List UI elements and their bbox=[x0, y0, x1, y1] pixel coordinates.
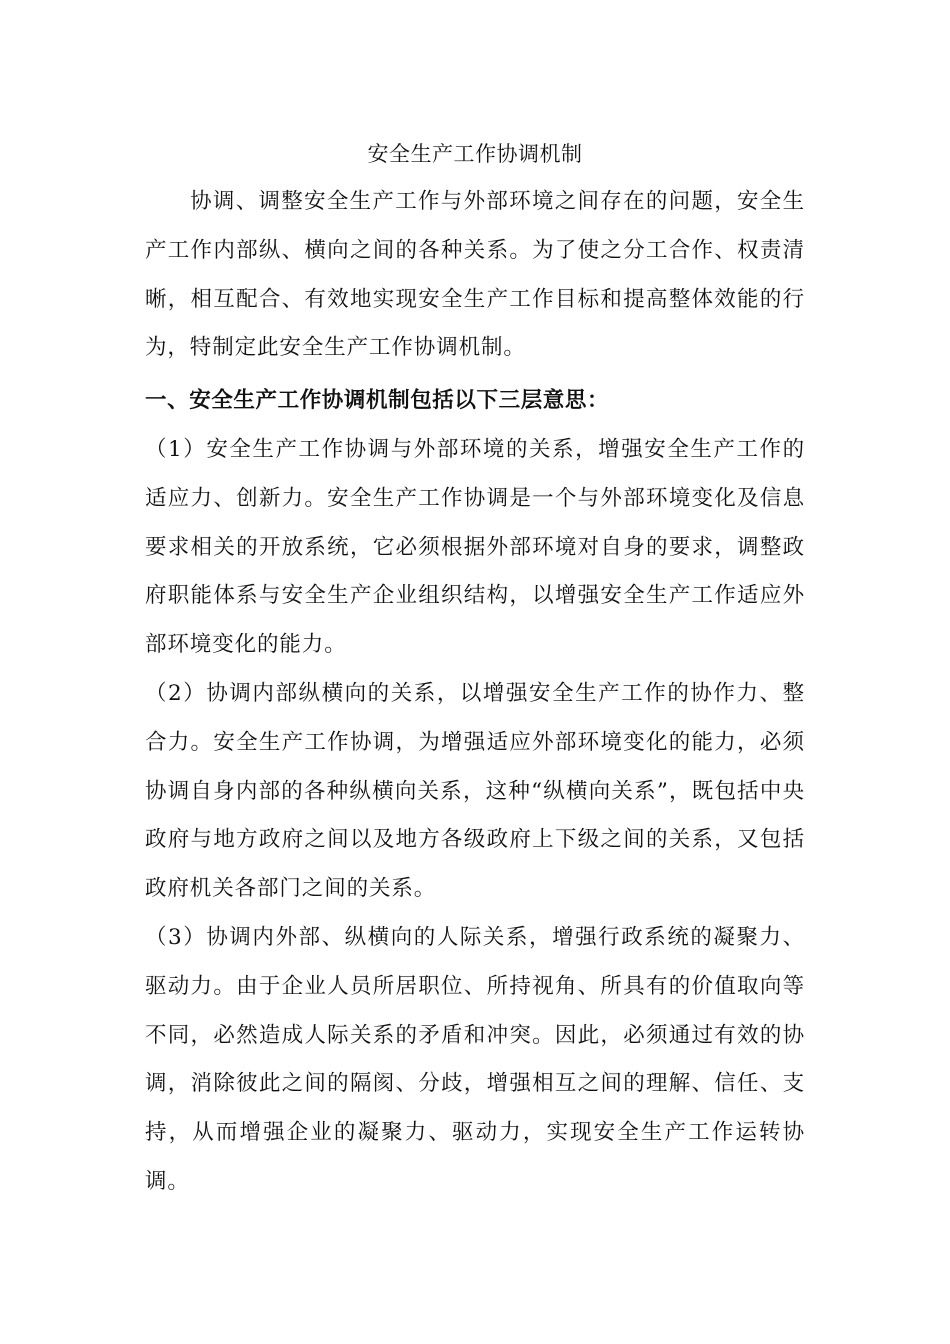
section-heading: 一、安全生产工作协调机制包括以下三层意思： bbox=[145, 388, 610, 414]
list-item-2: （2）协调内部纵横向的关系，以增强安全生产工作的协作力、整合力。安全生产工作协调，为增强适应外部环境变化的能力，必须协调自身内部的各种纵横向关系，这种“纵横向关系”，既包括中央政府与地方政府之间以及地方各级政府上下级之间的关系，又包括政府机关各部门之间的关系。 bbox=[145, 680, 805, 902]
document-title: 安全生产工作协调机制 bbox=[367, 142, 583, 166]
list-item-1: （1）安全生产工作协调与外部环境的关系，增强安全生产工作的适应力、创新力。安全生产工作协调是一个与外部环境变化及信息要求相关的开放系统，它必须根据外部环境对自身的要求，调整政府职能体系与安全生产企业组织结构，以增强安全生产工作适应外部环境变化的能力。 bbox=[145, 436, 805, 658]
document-body bbox=[145, 130, 805, 1207]
list-item-3: （3）协调内外部、纵横向的人际关系，增强行政系统的凝聚力、驱动力。由于企业人员所居职位、所持视角、所具有的价值取向等不同，必然造成人际关系的矛盾和冲突。因此，必须通过有效的协调，消除彼此之间的隔阂、分歧，增强相互之间的理解、信任、支持，从而增强企业的凝聚力、驱动力，实现安全生产工作运转协调。 bbox=[145, 924, 805, 1194]
intro-paragraph: 协调、调整安全生产工作与外部环境之间存在的问题，安全生产工作内部纵、横向之间的各种关系。为了使之分工合作、权责清晰，相互配合、有效地实现安全生产工作目标和提高整体效能的行为，特制定此安全生产工作协调机制。 bbox=[145, 189, 805, 361]
